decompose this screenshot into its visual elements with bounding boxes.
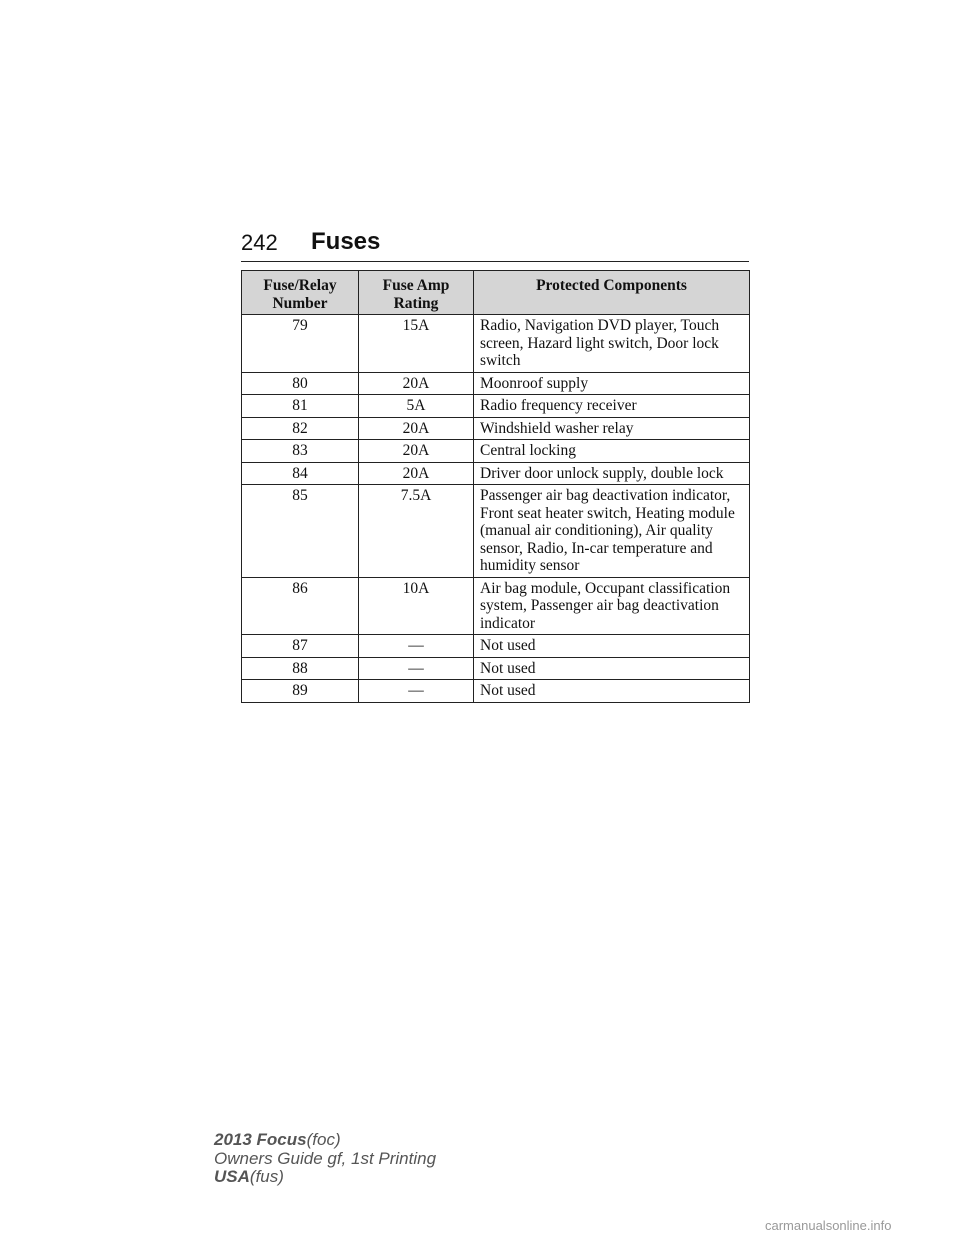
fuse-rating: — bbox=[359, 680, 474, 703]
table-header-row bbox=[242, 271, 750, 315]
page-number: 242 bbox=[241, 230, 278, 255]
fuse-rating: 20A bbox=[359, 372, 474, 395]
footer-model-code: (foc) bbox=[306, 1130, 341, 1149]
fuse-components: Radio, Navigation DVD player, Touch screen, Hazard light switch, Door lock switch bbox=[474, 315, 750, 373]
table-row bbox=[242, 372, 750, 395]
fuse-components: Central locking bbox=[474, 440, 750, 463]
fuse-components: Windshield washer relay bbox=[474, 417, 750, 440]
fuse-components: Not used bbox=[474, 635, 750, 658]
fuse-number: 85 bbox=[242, 485, 359, 578]
fuse-number: 87 bbox=[242, 635, 359, 658]
column-header-number: Fuse/Relay Number bbox=[242, 271, 359, 315]
fuse-rating: — bbox=[359, 657, 474, 680]
footer-line-guide: Owners Guide gf, 1st Printing bbox=[214, 1148, 437, 1168]
column-header-components: Protected Components bbox=[474, 271, 750, 315]
fuse-rating: 20A bbox=[359, 417, 474, 440]
fuse-number: 86 bbox=[242, 577, 359, 635]
column-header-rating: Fuse Amp Rating bbox=[359, 271, 474, 315]
fuse-number: 81 bbox=[242, 395, 359, 418]
footer-line-model bbox=[214, 1131, 436, 1150]
watermark: carmanualsonline.info bbox=[765, 1218, 892, 1233]
footer-line-market bbox=[214, 1168, 436, 1187]
fuse-number: 80 bbox=[242, 372, 359, 395]
table-row bbox=[242, 680, 750, 703]
table-row bbox=[242, 577, 750, 635]
fuse-rating: — bbox=[359, 635, 474, 658]
fuse-rating: 10A bbox=[359, 577, 474, 635]
table-row bbox=[242, 440, 750, 463]
table-row bbox=[242, 635, 750, 658]
fuse-number: 83 bbox=[242, 440, 359, 463]
table-row bbox=[242, 462, 750, 485]
fuse-number: 88 bbox=[242, 657, 359, 680]
document-footer bbox=[214, 1131, 436, 1187]
fuse-rating: 7.5A bbox=[359, 485, 474, 578]
table-row bbox=[242, 657, 750, 680]
fuse-components: Radio frequency receiver bbox=[474, 395, 750, 418]
page-title: Fuses bbox=[311, 228, 381, 255]
fuse-table bbox=[241, 270, 750, 703]
fuse-components: Passenger air bag deactivation indicator, Front seat heater switch, Heating module (manual air conditioning), Air quality sensor, Radio, In-car temperature and humidity sensor bbox=[474, 485, 750, 578]
fuse-components: Moonroof supply bbox=[474, 372, 750, 395]
fuse-components: Not used bbox=[474, 657, 750, 680]
footer-market: USA bbox=[214, 1167, 250, 1186]
fuse-number: 84 bbox=[242, 462, 359, 485]
page-header bbox=[241, 227, 749, 262]
fuse-rating: 20A bbox=[359, 462, 474, 485]
table-row bbox=[242, 485, 750, 578]
footer-market-code: (fus) bbox=[249, 1167, 284, 1186]
fuse-number: 89 bbox=[242, 680, 359, 703]
table-row bbox=[242, 395, 750, 418]
fuse-number: 79 bbox=[242, 315, 359, 373]
fuse-components: Driver door unlock supply, double lock bbox=[474, 462, 750, 485]
table-row bbox=[242, 417, 750, 440]
table-row bbox=[242, 315, 750, 373]
fuse-components: Not used bbox=[474, 680, 750, 703]
fuse-components: Air bag module, Occupant classification system, Passenger air bag deactivation indicator bbox=[474, 577, 750, 635]
fuse-rating: 5A bbox=[359, 395, 474, 418]
fuse-rating: 15A bbox=[359, 315, 474, 373]
fuse-number: 82 bbox=[242, 417, 359, 440]
footer-model: 2013 Focus bbox=[214, 1130, 307, 1149]
fuse-rating: 20A bbox=[359, 440, 474, 463]
